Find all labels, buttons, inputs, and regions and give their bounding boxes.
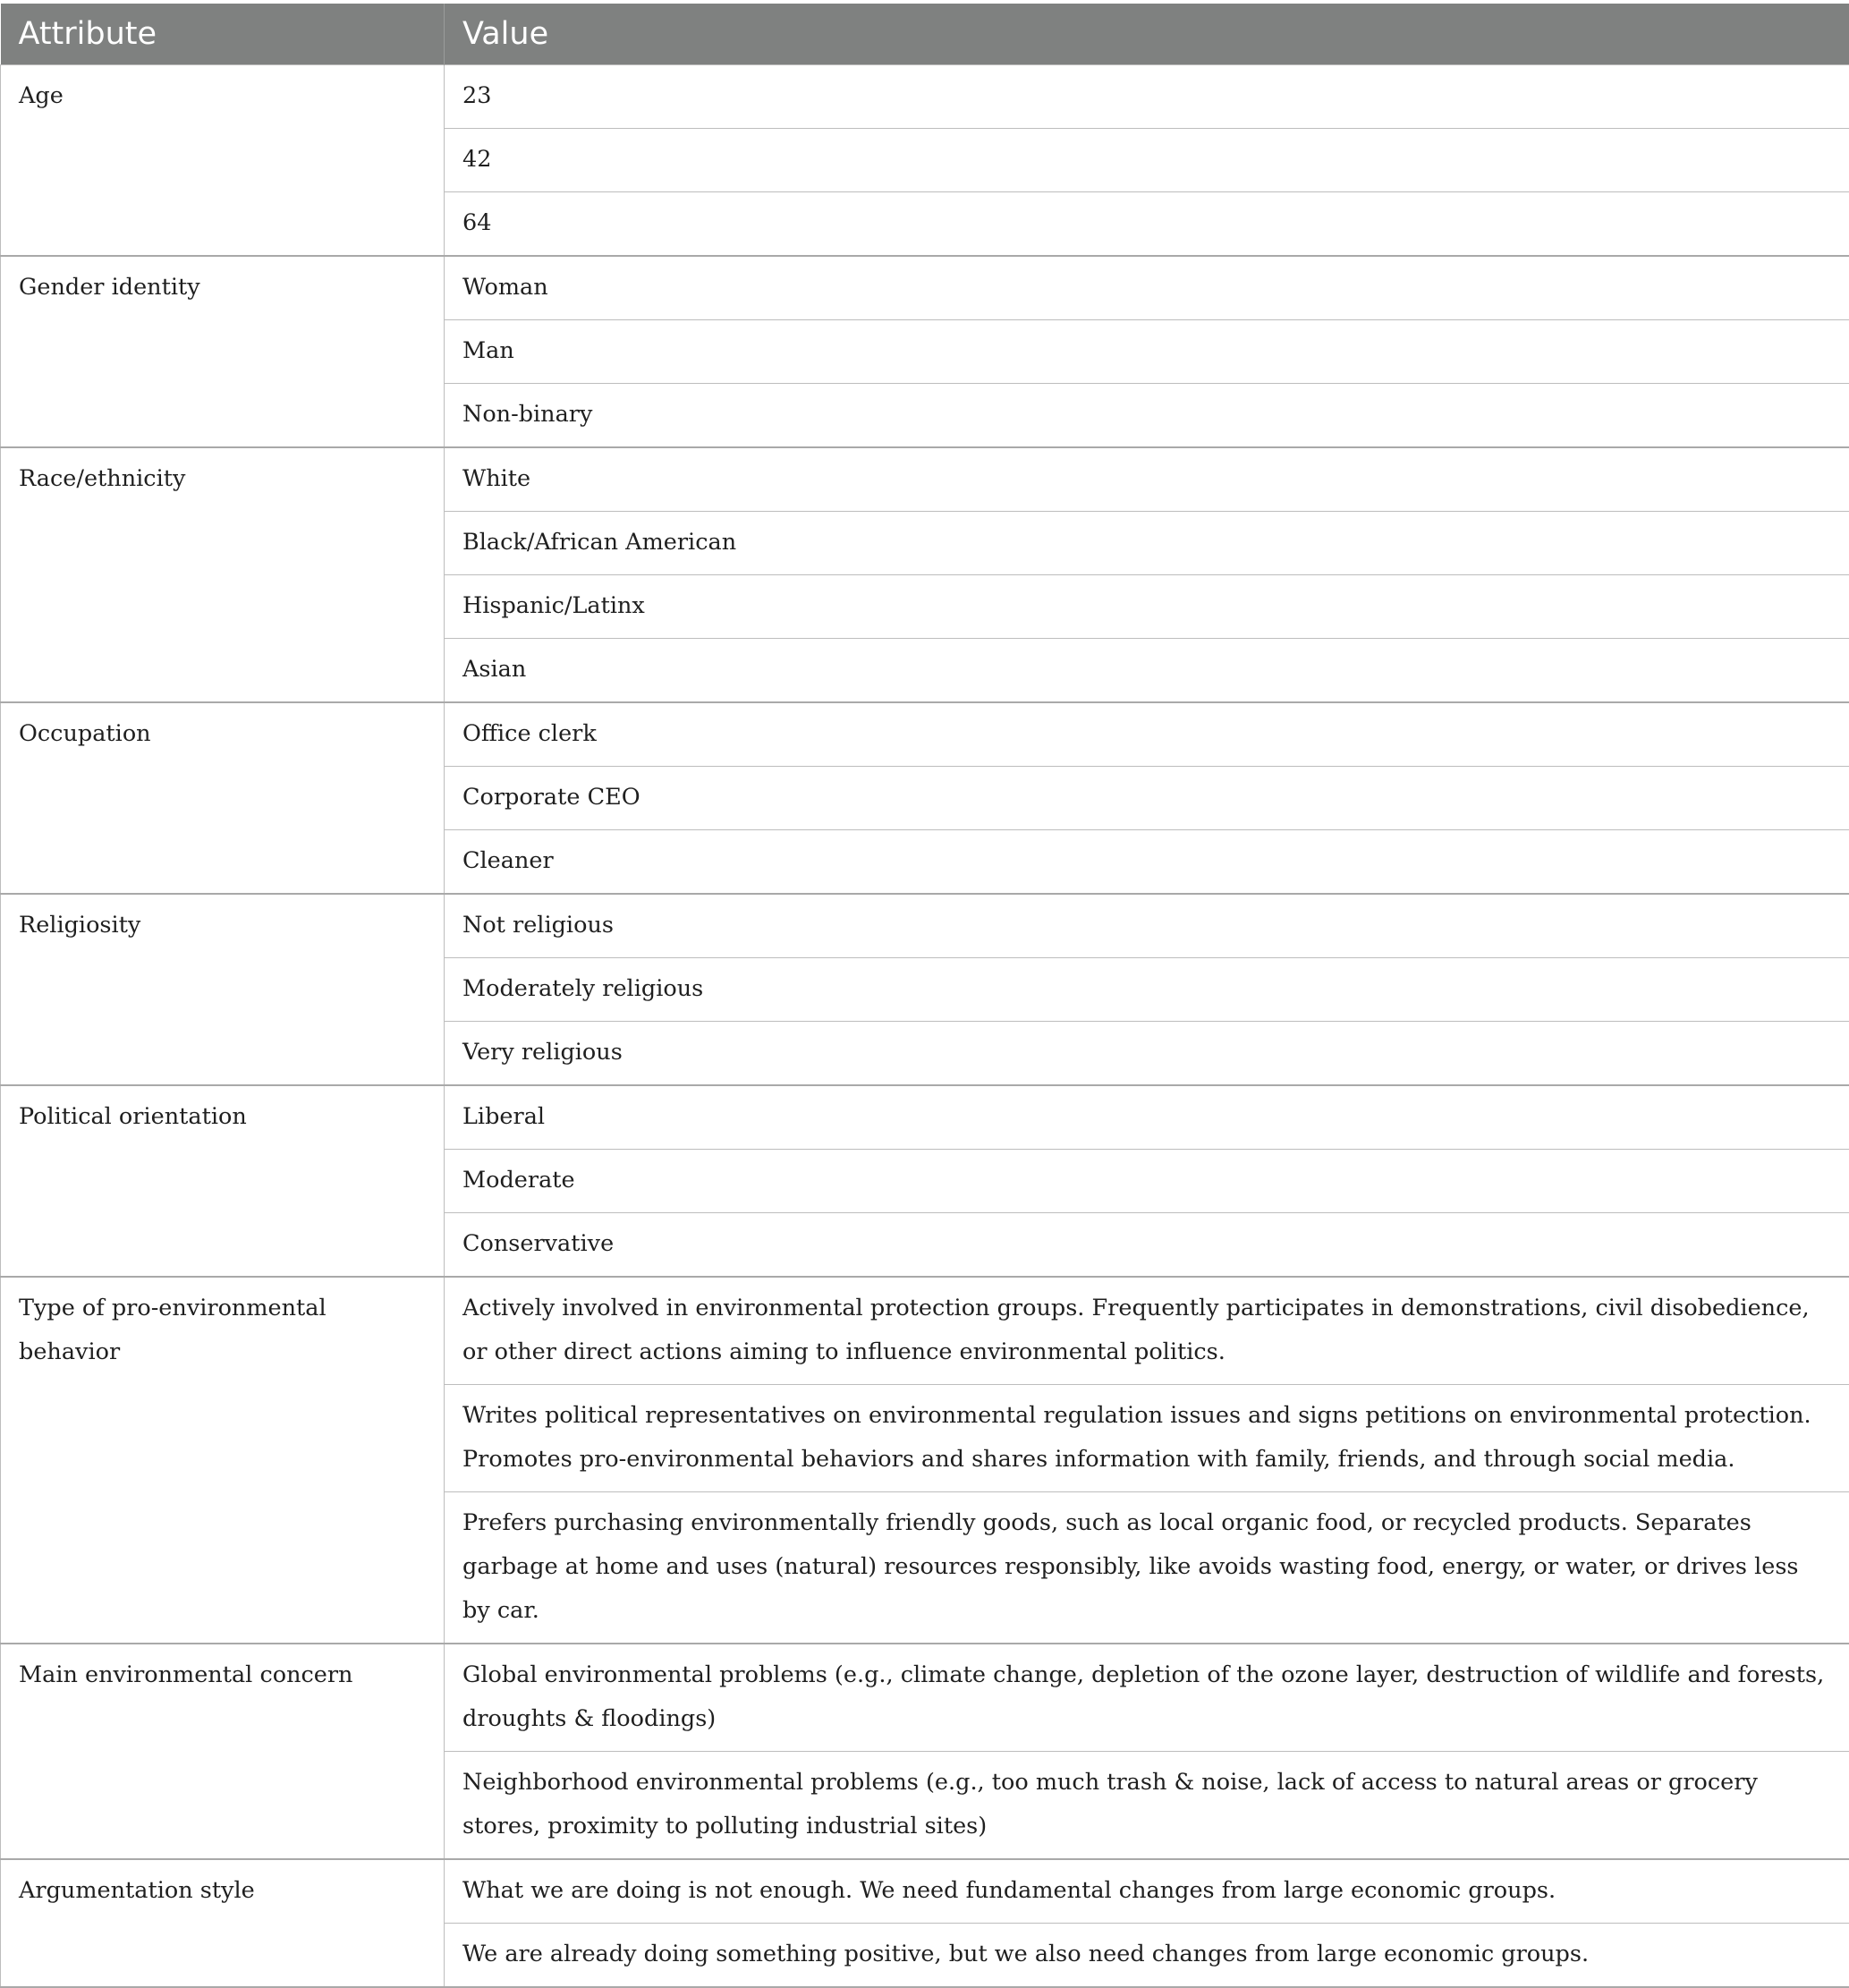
value-cell: Black/African American (445, 512, 1849, 575)
attribute-cell: Race/ethnicity (1, 447, 445, 702)
value-cell: 64 (445, 192, 1849, 257)
value-cell: Corporate CEO (445, 767, 1849, 830)
table-row (1, 702, 1849, 767)
value-cell: Asian (445, 639, 1849, 703)
value-cell: Not religious (445, 894, 1849, 958)
value-cell: Liberal (445, 1085, 1849, 1150)
table-row (1, 1277, 1849, 1385)
value-cell: Writes political representatives on environmental regulation issues and signs petitions on environmental protection. Promotes pro-environmental behaviors and shares information with family, friends, and through social media. (445, 1385, 1849, 1492)
table-row (1, 65, 1849, 129)
value-cell: Prefers purchasing environmentally friendly goods, such as local organic food, or recycled products. Separates garbage at home and uses (natural) resources responsibly, like avoids wasting food, energy, or water, or drives less by car. (445, 1492, 1849, 1644)
attribute-cell: Age (1, 65, 445, 257)
value-cell: Man (445, 320, 1849, 384)
value-cell: Neighborhood environmental problems (e.g., too much trash & noise, lack of access to natural areas or grocery stores, proximity to polluting industrial sites) (445, 1752, 1849, 1860)
attribute-cell: Occupation (1, 702, 445, 894)
attribute-group (1, 447, 1849, 702)
value-cell: Moderately religious (445, 958, 1849, 1022)
attribute-cell: Political orientation (1, 1085, 445, 1277)
attribute-group (1, 702, 1849, 894)
table-row (1, 447, 1849, 512)
value-cell: Woman (445, 256, 1849, 320)
value-cell: 42 (445, 129, 1849, 192)
value-cell: Non-binary (445, 384, 1849, 448)
value-cell: White (445, 447, 1849, 512)
attribute-cell: Argumentation style (1, 1859, 445, 1987)
value-cell: Actively involved in environmental protection groups. Frequently participates in demonstrations, civil disobedience, or other direct actions aiming to influence environmental politics. (445, 1277, 1849, 1385)
attribute-cell: Type of pro-environmental behavior (1, 1277, 445, 1644)
table-row (1, 1644, 1849, 1752)
table-row (1, 1085, 1849, 1150)
attribute-cell: Main environmental concern (1, 1644, 445, 1859)
attribute-group (1, 256, 1849, 447)
table-row (1, 1859, 1849, 1924)
attribute-group (1, 1085, 1849, 1277)
attribute-column-header: Attribute (1, 4, 445, 65)
value-cell: Hispanic/Latinx (445, 575, 1849, 639)
value-cell: Office clerk (445, 702, 1849, 767)
value-cell: Cleaner (445, 830, 1849, 895)
header-row (1, 4, 1849, 65)
table-row (1, 256, 1849, 320)
value-column-header: Value (445, 4, 1849, 65)
attribute-group (1, 65, 1849, 257)
attribute-cell: Gender identity (1, 256, 445, 447)
value-cell: Very religious (445, 1022, 1849, 1086)
table-row (1, 894, 1849, 958)
attribute-cell: Religiosity (1, 894, 445, 1085)
table-header (1, 4, 1849, 65)
value-cell: 23 (445, 65, 1849, 129)
attribute-group (1, 1859, 1849, 1987)
attribute-group (1, 894, 1849, 1085)
value-cell: What we are doing is not enough. We need fundamental changes from large economic groups. (445, 1859, 1849, 1924)
value-cell: We are already doing something positive, but we also need changes from large economic groups. (445, 1924, 1849, 1988)
value-cell: Global environmental problems (e.g., climate change, depletion of the ozone layer, destruction of wildlife and forests, droughts & floodings) (445, 1644, 1849, 1752)
attribute-group (1, 1277, 1849, 1644)
value-cell: Conservative (445, 1213, 1849, 1278)
value-cell: Moderate (445, 1150, 1849, 1213)
attribute-group (1, 1644, 1849, 1859)
attributes-table (0, 4, 1849, 1988)
